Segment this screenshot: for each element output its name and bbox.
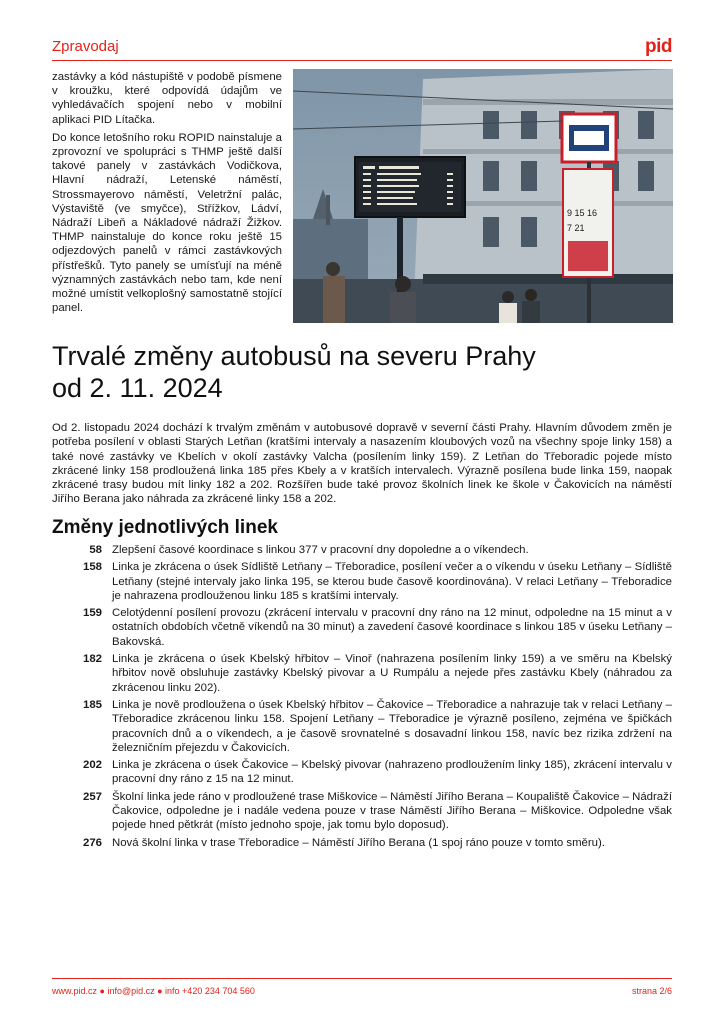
line-number: 202: [82, 759, 102, 772]
line-change-text: Linka je zkrácena o úsek Sídliště Letňany – Třeboradice, posílení večer a o víkendu v úseku Letňany – Sídliště Letňany (stejné intervaly jako linka 195, se kterou bude časově koordinována). V relaci Letňany – Třeboradice je nahrazena prodlouženou linku 185 s kratšími intervaly.: [112, 561, 672, 602]
header-divider: [52, 60, 672, 61]
page-number: strana 2/6: [631, 986, 672, 996]
pid-logo: pid: [645, 36, 672, 57]
line-change-item: [52, 606, 672, 649]
line-change-item: [52, 790, 672, 833]
timetable-time-2: 7 21: [567, 223, 585, 233]
line-change-item: [52, 758, 672, 787]
departure-panel-photo: [293, 69, 673, 323]
page-header: [52, 34, 672, 64]
line-change-item: [52, 698, 672, 755]
article-title: [52, 340, 672, 404]
line-changes-list: [52, 543, 672, 853]
line-number: 257: [82, 790, 102, 803]
line-change-item: [52, 543, 672, 557]
article-title-line-1: Trvalé změny autobusů na severu Prahy: [52, 341, 536, 371]
line-change-item: [52, 652, 672, 695]
changes-subheading: Změny jednotlivých linek: [52, 517, 278, 538]
line-number: 185: [82, 698, 102, 711]
line-number: 182: [82, 653, 102, 666]
article-title-line-2: od 2. 11. 2024: [52, 373, 223, 403]
line-change-item: [52, 560, 672, 603]
line-change-text: Linka je nově prodloužena o úsek Kbelský hřbitov – Čakovice – Třeboradice a nahrazuje tak v relaci Letňany – Třeboradice zkrácenou linku 158. Spojení Letňany – Třeboradice je výrazně posíleno, zejména ve špičkách pracovních dnů a o víkendech, a je časově srovnatelné s dosavadní linkou 158, navíc bez rizika zdržení na železničním přejezdu v Čakovicích.: [112, 698, 672, 754]
departure-panel-illustration: [293, 69, 673, 323]
line-change-text: Linka je zkrácena o úsek Kbelský hřbitov – Vinoř (nahrazena posílením linky 159) a ve směru na Kbelský hřbitov nově obsluhuje zastávky Kbelský pivovar a U Rumpálu a nejede přes zastávku Kbely (náhradou za zkrácenou linku 202).: [112, 653, 672, 694]
line-change-text: Zlepšení časové koordinace s linkou 377 v pracovní dny dopoledne a o víkendech.: [112, 544, 529, 556]
footer-contact: www.pid.cz ● info@pid.cz ● info +420 234 704 560: [52, 986, 255, 996]
footer-divider: [52, 978, 672, 979]
line-change-text: Linka je zkrácena o úsek Čakovice – Kbelský pivovar (nahrazeno prodloužením linky 185), zkrácení intervalu v pracovní dny ráno z 15 na 12 minut.: [112, 759, 672, 786]
line-change-item: [52, 836, 672, 850]
line-change-text: Školní linka jede ráno v prodloužené trase Miškovice – Náměstí Jiřího Berana – Koupaliště Čakovice – Nádraží Čakovice, odpoledne je i nadále vedena pouze v trase Náměstí Jiřího Berana – Miškovice. Odpoledne však pojede hned pětkrát (místo jednoho spoje, jak tomu bylo doposud).: [112, 790, 672, 832]
timetable-time-1: 9 15 16: [567, 208, 598, 218]
line-change-text: Celotýdenní posílení provozu (zkrácení intervalu v pracovní dny ráno na 12 minut, odpoledne na 15 minut a v ostatních obdobích včetně víkendů na 30 minut) a zavedení časové koordinace s linkou 185 v úseku Letňany – Bakovská.: [112, 607, 672, 648]
article-lead: Od 2. listopadu 2024 dochází k trvalým změnám v autobusové dopravě v severní části Prahy. Hlavním důvodem změn je potřeba posílení v oblasti Starých Letňan (kratšími intervaly a nasazením kloubových vozů na všechny spoje linky 158) a také nové zastávky ve Kbelích v okolí zastávky Valcha (posílením linky 159). Z Letňan do Třeboradic pojede místo zkrácené linky 158 prodloužená linka 185 přes Kbely a v kratších intervalech. Výrazně posílena bude linka 159, naopak zkrácené trasy budou mít linky 182 a 202. Rozšířen bude také provoz školních linek ke škole v Čakovicích na náměstí Jiřího Berana jako náhrada za zkrácené linky 158 a 202.: [52, 422, 672, 506]
section-title: Zpravodaj: [52, 38, 119, 55]
line-change-text: Nová školní linka v trase Třeboradice – Náměstí Jiřího Berana (1 spoj ráno pouze v tomto směru).: [112, 836, 605, 849]
line-number: 159: [82, 607, 102, 620]
intro-paragraph-2: Do konce letošního roku ROPID nainstaluje a zprovozní ve spolupráci s THMP ještě další takové panely v zastávkách Vodičkova, Hlavní nádraží, Letenské náměstí, Strossmayerovo náměstí, Veletržní palác, Výstaviště (ve smyčce), Střížkov, Ládví, Nádraží Libeň a Nákladové nádraží Žižkov. THMP nainstaluje do konce roku ještě 15 odjezdových panelů v rámci zastávkových přístřešků. Tyto panely se umísťují na méně významných zastávkách nebo tam, kde není možné umístit velkoplošný samostatně stojící panel.: [52, 131, 282, 315]
line-number: 158: [82, 561, 102, 574]
line-number: 276: [82, 836, 102, 849]
intro-paragraph-1: zastávky a kód nástupiště v podobě písmene v kroužku, které odpovídá údajům ve vyhledávačích spojení nebo v mobilní aplikaci PID Lítačka.: [52, 71, 282, 126]
line-number: 58: [89, 544, 102, 556]
intro-column: [52, 70, 282, 319]
